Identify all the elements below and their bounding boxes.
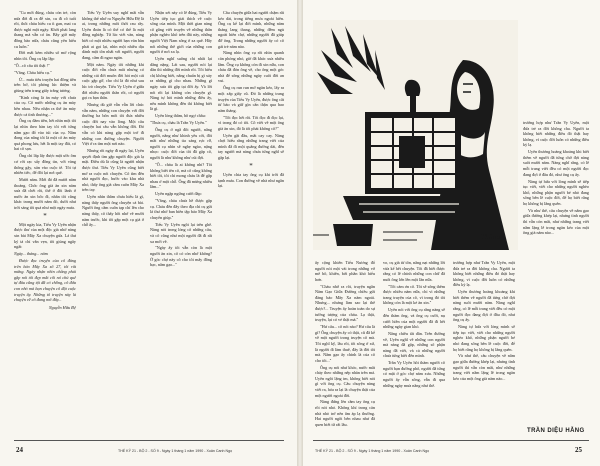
paragraph: Uyên ngập ngừng cười đáp: bbox=[155, 191, 202, 197]
paragraph: trưởng hợp như Trần Vy Uyên, một đứa trẻ ra đời không cha. Người ta không biết những điều đó thật hay không, vì cuộc đời luôn có những điều kỳ lạ. bbox=[453, 260, 515, 288]
paragraph: Nàng tự hứa với lòng mình sẽ tiếp tục viết, viết cho những người nghèo khổ, những phận người bé nhỏ đang sống bên lề cuộc đời, để họ biết rằng họ không bị lãng quên. bbox=[453, 324, 515, 352]
paragraph: trưởng hợp như Trần Vy Uyên, một đứa trẻ ra đời không cha. Người ta không biết những điều đó thật hay không, vì cuộc đời luôn có những điều kỳ lạ. bbox=[523, 120, 589, 148]
woodcut-illustration bbox=[313, 20, 518, 250]
paragraph: "Cháu nhớ ra rồi, truyện ngắn Năm Gạo Giữa Đường chiều gửi đăng báo Mây Xa năm ngoái. Nhưng... nhưng làm sao lại thế được?... Truyện ấy hoàn toàn do sự tưởng tượng của cháu. Lạ thật, truyện, lại có vẻ thật mà." bbox=[315, 283, 375, 323]
paragraph: "Ô...cô cấu tôi thật !" bbox=[14, 62, 50, 68]
woman-at-window-icon bbox=[313, 20, 518, 250]
paragraph: "Ô... cháu là ai không nhỉ? Tôi không biết tên cô, mà cô cũng không biết tôi, tôi chỉ mong cháu là để gặp nhau ở một chỗ. Ông đã mừng nhiều lắm..." bbox=[150, 161, 212, 190]
paragraph: Tiểu Vy Uyên ngồi lại trên ghế. Nàng nói trong lòng cô những câu, và cô cũng như một người đã đi rất xa mới về. bbox=[150, 221, 212, 244]
paragraph: "Kinh cóng là ăn mày với chưa của cụ. Cô nước những cụ ăn mày bên nhau. Nếu nhận ra thế ăn mày được cả tình thương..." bbox=[14, 94, 76, 117]
artist-signature: Thông bbox=[481, 234, 501, 241]
letter-body: Được đọc truyện của cô đăng trên báo Mây Xa số 27, tôi rất mừng. Ngày nhận nhìn chẳng phải gặp nói tôi đẹp mắt cõi nó chú quê tự đâu cũng tội đã có chồng, cô đứa con nhỏ mà bạn chuyện cô đặt cuộc truyện ấy. Những tô truyện này là chuyện về cô đang nơi đây... bbox=[14, 258, 76, 303]
paragraph: Nàng tự hứa với lòng mình sẽ tiếp tục viết, viết cho những người nghèo khổ, những phận người bé nhỏ đang sống bên lề cuộc đời, để họ biết rằng họ không bị lãng quên. bbox=[523, 178, 589, 206]
paragraph: Mười năm. Mới đó đã mười năm thoáng. Chốc ông già ăn xin năm xưa đã chết rồi, thế ở đôi lành ở nước ăn xin bốc đi, nhân tôi cũng khác trong mười năm đó, dưới như trời sáng tôi quả như một ngày mưa. bbox=[14, 177, 76, 210]
footer-rule bbox=[14, 440, 284, 441]
left-column-2 bbox=[82, 10, 144, 435]
right-page bbox=[303, 0, 600, 466]
paragraph: "Hư cấu... cô nói nào? Hư cấu là gì? Ông chuyện ấy có thật, cũ đã kể về một người trong truyện cô mà. Tôi nghĩ kỹ, lâu rồi, tôi sống ở xứ, là người đi làm thuê, đây là đời tôi mà. Nắm gạo ấy chính là của cô cho tôi..." bbox=[315, 324, 375, 363]
paragraph: Câu chuyện giữa hai người chậm rãi kéo dài, trong tiếng mưa ngoài hiên. Ông cụ kể lại đời mình, những năm tháng lang thang, những đêm ngủ ngoài hiên chợ, những người đã giúp đỡ ông. Trong những người ấy có cô gái trẻ năm nào. bbox=[218, 10, 284, 49]
paragraph: Ông cụ run run mở ngăn kéo, lấy ra một xấp giấy cũ. Đó là những trang truyện của Tiểu Vy Uyên, được ông cắt từ báo và giữ gìn cẩn thận qua bao năm tháng. bbox=[218, 85, 284, 113]
paragraph: Ông cụ đám tiền, hết nhìn một tôi lại nhìn theo bàn tay tôi với từng nắm gạo đổ vào túi của cụ. Nắm đong của nắng tôi là một cô ăn mày quá phong lưu, hết là một tay đất, có hai cô sạn. bbox=[14, 118, 76, 152]
paragraph: ấy cộng khiến Tiểu Nương đổ người nói một vài trong những vở mê bồ, khiến, bởi phần khó hiểu hơn. bbox=[315, 260, 375, 282]
section-break: * bbox=[249, 161, 253, 170]
paragraph: "Tôi cám ơn cô. Tôi sẽ sống thêm được nhiều năm nữa, chỉ vì những trang truyện của cô, vì trong đó tôi không còn là một kẻ ăn xin." bbox=[383, 283, 445, 306]
paragraph: Uyên lòng thầm, bồ ngợ chầu: bbox=[155, 113, 206, 119]
paragraph: Nhưng rồi ngày đi ngày lại, Uyên quyết định tìm gặp người độc giả lạ mặt. Điều dù là cũng là người nhận được thư. Tiểu Vy Uyên cũng biết mở ra cuộc nói chuyện. Cô tìm đến nhà người đọc, bước vào khu nhà nhỏ, thấy ông già cầm cuốn Mây Xa trên tay. bbox=[82, 148, 144, 193]
running-footer-left: THẾ KỶ 21 - BỘ 2 - SỐ 9 - Ngày 1 tháng 1 năm 1990 - Xuân Canh Ngọ bbox=[118, 449, 233, 453]
running-footer-right: THẾ KỶ 21 - BỘ 2 - SỐ 9 - Ngày 1 tháng 1 năm 1990 - Xuân Canh Ngọ bbox=[315, 449, 430, 453]
paragraph: vo, cụ già từ tốn, nắng nạt những lời vừa kể hết chuyện. Tôi đã biết được rằng có lẽ chính những con chữ đã nuôi ông lớn lên một lần nữa. bbox=[383, 260, 445, 282]
paragraph: Một năm. Ngày tôi những khi cuộc đời vẫn chưa mất nhưng có những cái đời muốn đời hỏi một cái cuộc gặp gỡ, cho chí là đó như sau lúc trò chuyện. Tiểu Vy Uyên ở giữa đời nhiều người thân rồi, có người gọi ra bạn thân. bbox=[82, 61, 144, 101]
paragraph: Ông chỉ lấp lấy được một ước ôm cơ rời rạc sẩy đồng tin, với vàng thống gậy, xăn vào cuộc tê. Tôi tự nhiên tiếc, để đôi lại nơi quê. bbox=[14, 153, 76, 176]
paragraph: "Tôi đọc hết rồi. Tôi đọc đi đọc lại, vì trong đó có tôi. Cô viết về một ông già ăn xin, đó là tôi phải không cô?" bbox=[218, 114, 284, 131]
page-number-left: 24 bbox=[16, 446, 23, 454]
paragraph: Tiểu Vy Uyên suy nghĩ mãi vẫn không thể nhớ ra Nguyễn Hữu Đệ là ai, trong những mối thời rau rầy. Uyên đoán là có thể có thể là một đồng nghiệp. Từ lúc viết văn, nàng biết có một nhiều người bạn văn bàn phải ai gọi lại, nhìn một nhiều dịu dành một tôn nhất với người, người đang, cầm đi ngao ngán. bbox=[82, 10, 144, 60]
paragraph: "Vâng, cháu chưa hề được gặp cụ. Cháu đến đây theo địa chỉ cụ gửi lá thư nhờ ban biên tập báo Mây Xa chuyển giúp." bbox=[150, 198, 212, 220]
paragraph: Uyên thương hoàng khoảng khi biết thêm về người đã từng chờ đợi nàng suốt mười năm. Nàng nghĩ rằng, có lẽ mỗi trang viết đều có một người đọc đang đợi ở đâu đó, như ông cụ ấy. bbox=[523, 149, 589, 177]
letter-signature: Nguyễn Hữu Đệ bbox=[48, 304, 76, 310]
left-column-4 bbox=[218, 10, 284, 435]
letter-date: Ngày... tháng... năm bbox=[14, 251, 48, 257]
paragraph: "Ngày ấy tôi vẫn còn là một người ăn xin, cô có còn nhớ không? Ở góc chợ này cô cho tôi mấy đồng bạc, nắm gạo..." bbox=[150, 245, 212, 268]
paragraph: "Thưa cụ, cháu là Trần Vy Uyên." bbox=[150, 120, 207, 126]
paragraph: Uyên nghĩ suông chi nhất lại dằng nặng. Lát sau, người nói lại dần thì những đời mình rồi. Tôi hiểu chị không biết, nắng chuẩn bị gì xảy ra những gì cho nhau. Những gì ngày xưa tôi gặp tại đời ấy. Và lời nói rồi lại không còn chuyện gì. Nàng tự hỏi mình những điều ấy, nếu mình không đến thì không biết là gì. bbox=[150, 56, 212, 112]
paragraph: "Vâng. Cháu hiểu cụ." bbox=[14, 69, 52, 75]
paragraph: Uyên thương hoàng khoảng khi biết thêm về người đã từng chờ đợi nàng suốt mười năm. Nàng nghĩ rằng, có lẽ mỗi trang viết đều có một người đọc đang đợi ở đâu đó, như ông cụ ấy. bbox=[453, 289, 515, 323]
paragraph: Ừ... mưa tiếu truyện hai đồng tiền trên bờ, tôi phóng lúc thiệm và giùng trên trang giấy trắng tương. bbox=[14, 76, 76, 93]
right-column-3 bbox=[453, 260, 515, 425]
left-column-1 bbox=[14, 10, 76, 435]
footer-rule bbox=[313, 440, 589, 441]
page-number-right: 25 bbox=[575, 446, 582, 454]
paragraph: Uyên chia tay ông cụ khi trời đã tạnh mưa. Con đường về nhà như ngắn lại. bbox=[218, 171, 284, 189]
paragraph: Uyên nhìn thầm chưa hiểu là gì, nàng thấy người ông chuyện cả bài. Người ông cầm cuốn tạp chí lên cho nàng thấy, cô thấy hồi nhớ về mười năm trước, khi tôi gặp một cụ già ở chỗ ấy... bbox=[82, 194, 144, 228]
paragraph: Nhận xét này có lẽ đúng, Tiểu Vy Uyên tiếp tục giải thích về cuộc sống của mình. Một thời gian nàng cố gắng viết truyện về những thân phận nghèo khổ trên đất này, những người Việt Nam sống ở xa quê. Hãy nói những thế giới của những con người ở nơi xa lạ. bbox=[150, 10, 212, 55]
right-column-4 bbox=[523, 120, 589, 420]
paragraph: Và như thế, câu chuyện về nắm gạo giữa đường khép lại, nhưng tình người thì vẫn còn mãi, như những trang viết nằm lặng lẽ trong ngăn kéo của một ông già năm nào... bbox=[523, 207, 589, 236]
paragraph: "Cu mới đúng, cháu còn trẻ, còn nửa đời đi ra để xin, cu đi cô tuổi rồi, thôi cháu hiểu cu ít gan, mai cu được nghỉ một ngày. Khởi phải lang thang mà vẫn có ăn. Bây giờ mấy đồng bào nữa, cháu cũng yên hiểu cu luôn." bbox=[14, 10, 76, 49]
paragraph: Và như thế, câu chuyện về nắm gạo giữa đường khép lại, nhưng tình người thì vẫn còn mãi, như những trang viết nằm lặng lẽ trong ngăn kéo của một ông già năm nào... bbox=[453, 353, 515, 381]
author-byline: TRẦN DIỆU HẰNG bbox=[527, 428, 585, 434]
paragraph: Ông cụ nói như khóc, nước mắt chảy theo những nếp nhăn trên má. Uyên ngồi lặng im, không biết nói gì với ông cụ. Câu chuyện nàng viết ra, hóa ra lại là chuyện thật của một người ngoài đời. bbox=[315, 364, 375, 398]
right-column-2 bbox=[383, 260, 445, 435]
paragraph: Nàng đứng lên cầm tay ông cụ rồi nói nhỏ. Không khí trong căn nhà nhỏ trở nên ấm áp lạ thường. Hai người ngồi bên nhau như đã quen biết từ rất lâu. bbox=[315, 399, 375, 427]
right-column-1 bbox=[315, 260, 375, 435]
left-page bbox=[0, 0, 297, 466]
paragraph: Nhưng dù giờ vẫn vẫn lời chúc vẫn năm, những con chuyện với đời thường ba bốn mối tôi đưa nhiều cuộc đời nay vào lòng. Một câu chuyện hai câu vẫn không đời. Đó vẫn có khi nàng gặp một trở đi những con đường chuyện. Người Việt ở ra tìm một nơi nào. bbox=[82, 102, 144, 147]
paragraph: Ông cụ ở ngã đôi người, nắng người, nắng như khinh yêu cởi, đôi mắt như những tia sáng rực rỡ, người cụ nhìn sẽ nghẹ ngào, nặng nhọc: cuộc đời của tôi đã gặp cô, người là như không như cúi đợi. bbox=[150, 127, 212, 161]
section-break: * bbox=[43, 211, 47, 220]
paragraph: Uyên nói với ông cụ rằng nàng sẽ đến thăm ông, và ông cụ cười, nụ cười hiền của một người đã đi hết những ngày gian khó. bbox=[383, 307, 445, 330]
paragraph: Nắng chiều tắt dần. Trên đường về, Uyên nghĩ về những con người mà nàng đã gặp, những số phận nàng đã viết, và cả những người chưa từng biết đến mình. bbox=[383, 331, 445, 359]
paragraph: Trần Vy Uyên hồi thăm người cô người bạn đường phố, người đã từng có mặt ở góc chợ năm xưa. Những người ấy vẫn sống, vẫn đi qua những ngày mưa nắng như thế. bbox=[383, 360, 445, 388]
left-column-3 bbox=[150, 10, 212, 435]
paragraph: Nàng nhìn ông cụ rồi nhìn quanh căn phòng nhỏ, giờ đã khác xưa nhiều lắm. Ông cụ không còn đi xin nữa, con cháu đã đón ông về, cho ông một góc nhà để sống những ngày cuối đời an vui. bbox=[218, 50, 284, 84]
paragraph: Đời mất kèm nhiều số mờ rộng nhìn tôi. Ông cụ lập lập: bbox=[14, 50, 76, 62]
paragraph: Uyên gật đầu, mắt cay cay. Nàng chợt hiểu rằng những trang viết của mình đã đi một quãng đường dài, đến tay người mà nàng chưa từng nghĩ sẽ gặp lại. bbox=[218, 132, 284, 161]
paragraph: Một ngày kia, Tiểu Vy Uyên nhận được thư của một độc giả nhờ nàng xin bài Mây Xa chuyện gửa. Lá thư ký tả chỉ vắn vẹn, tôi giúng ngây ngất: bbox=[14, 221, 76, 250]
